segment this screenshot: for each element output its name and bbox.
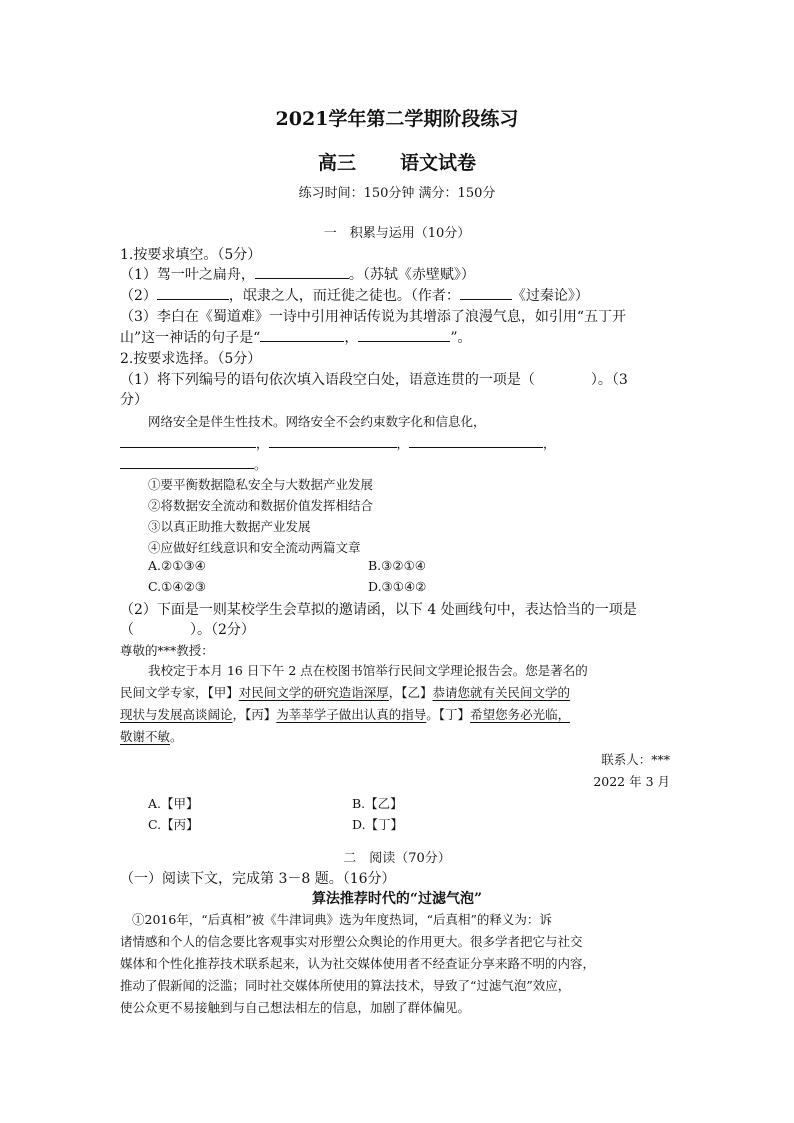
underlined-phrase-ding-part2: 敬谢不敏 [120,729,171,744]
choice-c: C.①④②③ [148,579,206,594]
section1-heading: 一 积累与运用（10分） [323,226,471,241]
option-4: ④应做好红线意识和安全流动两篇文章 [148,540,361,555]
letter-line3: 现状与发展高谈阔论，【丙】为莘莘学子做出认真的指导。【丁】希望您务必光临， [120,707,571,722]
q1-item2: （2） ，氓隶之人，而迁徙之徒也。（作者： 《过秦论》） [120,288,589,304]
exam-title: 2021学年第二学期阶段练习 [275,108,519,130]
q1-item1: （1）驾一叶之扁舟， 。（苏轼《赤壁赋》） [120,267,475,283]
underlined-phrase-ding-part1: 希望您务必光临， [470,707,571,722]
q1-item3-line1: （3）李白在《蜀道难》一诗中引用神话传说为其增添了浪漫气息，如引用“五丁开 [120,309,627,325]
answer-blank [358,329,450,342]
option-1: ①要平衡数据隐私安全与大数据产业发展 [148,477,374,492]
answer-blank [269,435,397,448]
q1-stem: 1.按要求填空。（5分） [120,247,262,263]
answer-c: C.【丙】 [148,817,199,832]
q2-passage: 网络安全是伴生性技术。网络安全不会约束数字化和信息化， [148,414,486,429]
answer-blank [460,287,512,300]
option-2: ②将数据安全流动和数据价值发挥相结合 [148,498,374,513]
underlined-phrase-yi-part1: 恭请您就有关民间文学的 [432,685,571,700]
answer-blank [120,456,254,469]
section2-part1: （一）阅读下文，完成第 3－8 题。（16分） [120,871,396,887]
exam-subtitle [0,148,794,175]
letter-line1: 我校定于本月 16 日下午 2 点在校图书馆举行民间文学理论报告会。您是著名的 [148,663,588,678]
underlined-phrase-bing: 为莘莘学子做出认真的指导 [276,707,427,722]
letter-salutation: 尊敬的***教授： [120,643,214,658]
article-para1-line4: 推动了假新闻的泛滥；同时社交媒体所使用的算法技术，导致了“过滤气泡”效应， [120,978,571,993]
q2-passage-blanks: ， ， ， [120,434,794,452]
answer-blank [260,329,344,342]
q2-part1-line2: 分） [120,392,148,408]
answer-blank [255,266,349,279]
exam-info: 练习时间：150分钟 满分：150分 [298,186,496,201]
letter-line2: 民间文学专家，【甲】对民间文学的研究造诣深厚，【乙】恭请您就有关民间文学的 [120,685,571,700]
answer-d: D.【丁】 [352,817,404,832]
article-para1-line1: ①2016年，“后真相”被《牛津词典》选为年度热词，“后真相”的释义为：诉 [132,912,552,927]
q1-item3-line2: 山”这一神话的句子是“ ， ”。 [120,330,472,346]
q2-part2-line2: （ ）。（2分） [120,622,255,638]
q2-part2-line1: （2）下面是一则某校学生会草拟的邀请函，以下 4 处画线句中，表达恰当的一项是 [120,602,637,618]
article-para1-line3: 媒体和个性化推荐技术联系起来，认为社交媒体使用者不经查证分享来路不明的内容， [120,956,596,971]
answer-b: B.【乙】 [352,796,403,811]
letter-date: 2022 年 3 月 [593,774,670,789]
subject-label: 语文试卷 [400,152,477,174]
choice-b: B.③②①④ [368,558,426,573]
article-para1-line2: 诸情感和个人的信念要比客观事实对形塑公众舆论的作用更大。很多学者把它与社交 [120,934,583,949]
answer-blank [409,435,543,448]
answer-blank [120,435,256,448]
q2-part1-line1: （1）将下列编号的语句依次填入语段空白处，语意连贯的一项是（ ）。（3 [120,372,628,388]
article-para1-line5: 使公众更不易接触到与自己想法相左的信息，加剧了群体偏见。 [120,1000,471,1015]
q2-passage-end: 。 [120,455,794,473]
choice-a: A.②①③④ [148,558,206,573]
underlined-phrase-yi-part2: 现状与发展高谈阔论 [120,707,233,722]
answer-a: A.【甲】 [148,796,199,811]
q2-stem: 2.按要求选择。（5分） [120,351,262,367]
grade-label: 高三 [317,152,356,174]
letter-line4: 敬谢不敏。 [120,729,183,744]
choice-d: D.③①④② [368,579,427,594]
option-3: ③以真正助推大数据产业发展 [148,519,311,534]
section2-heading: 二 阅读（70分） [343,851,451,866]
article-title: 算法推荐时代的“过滤气泡” [311,891,483,907]
answer-blank [157,287,229,300]
letter-contact: 联系人：*** [601,752,670,767]
underlined-phrase-jia: 对民间文学的研究造诣深厚 [238,685,389,700]
